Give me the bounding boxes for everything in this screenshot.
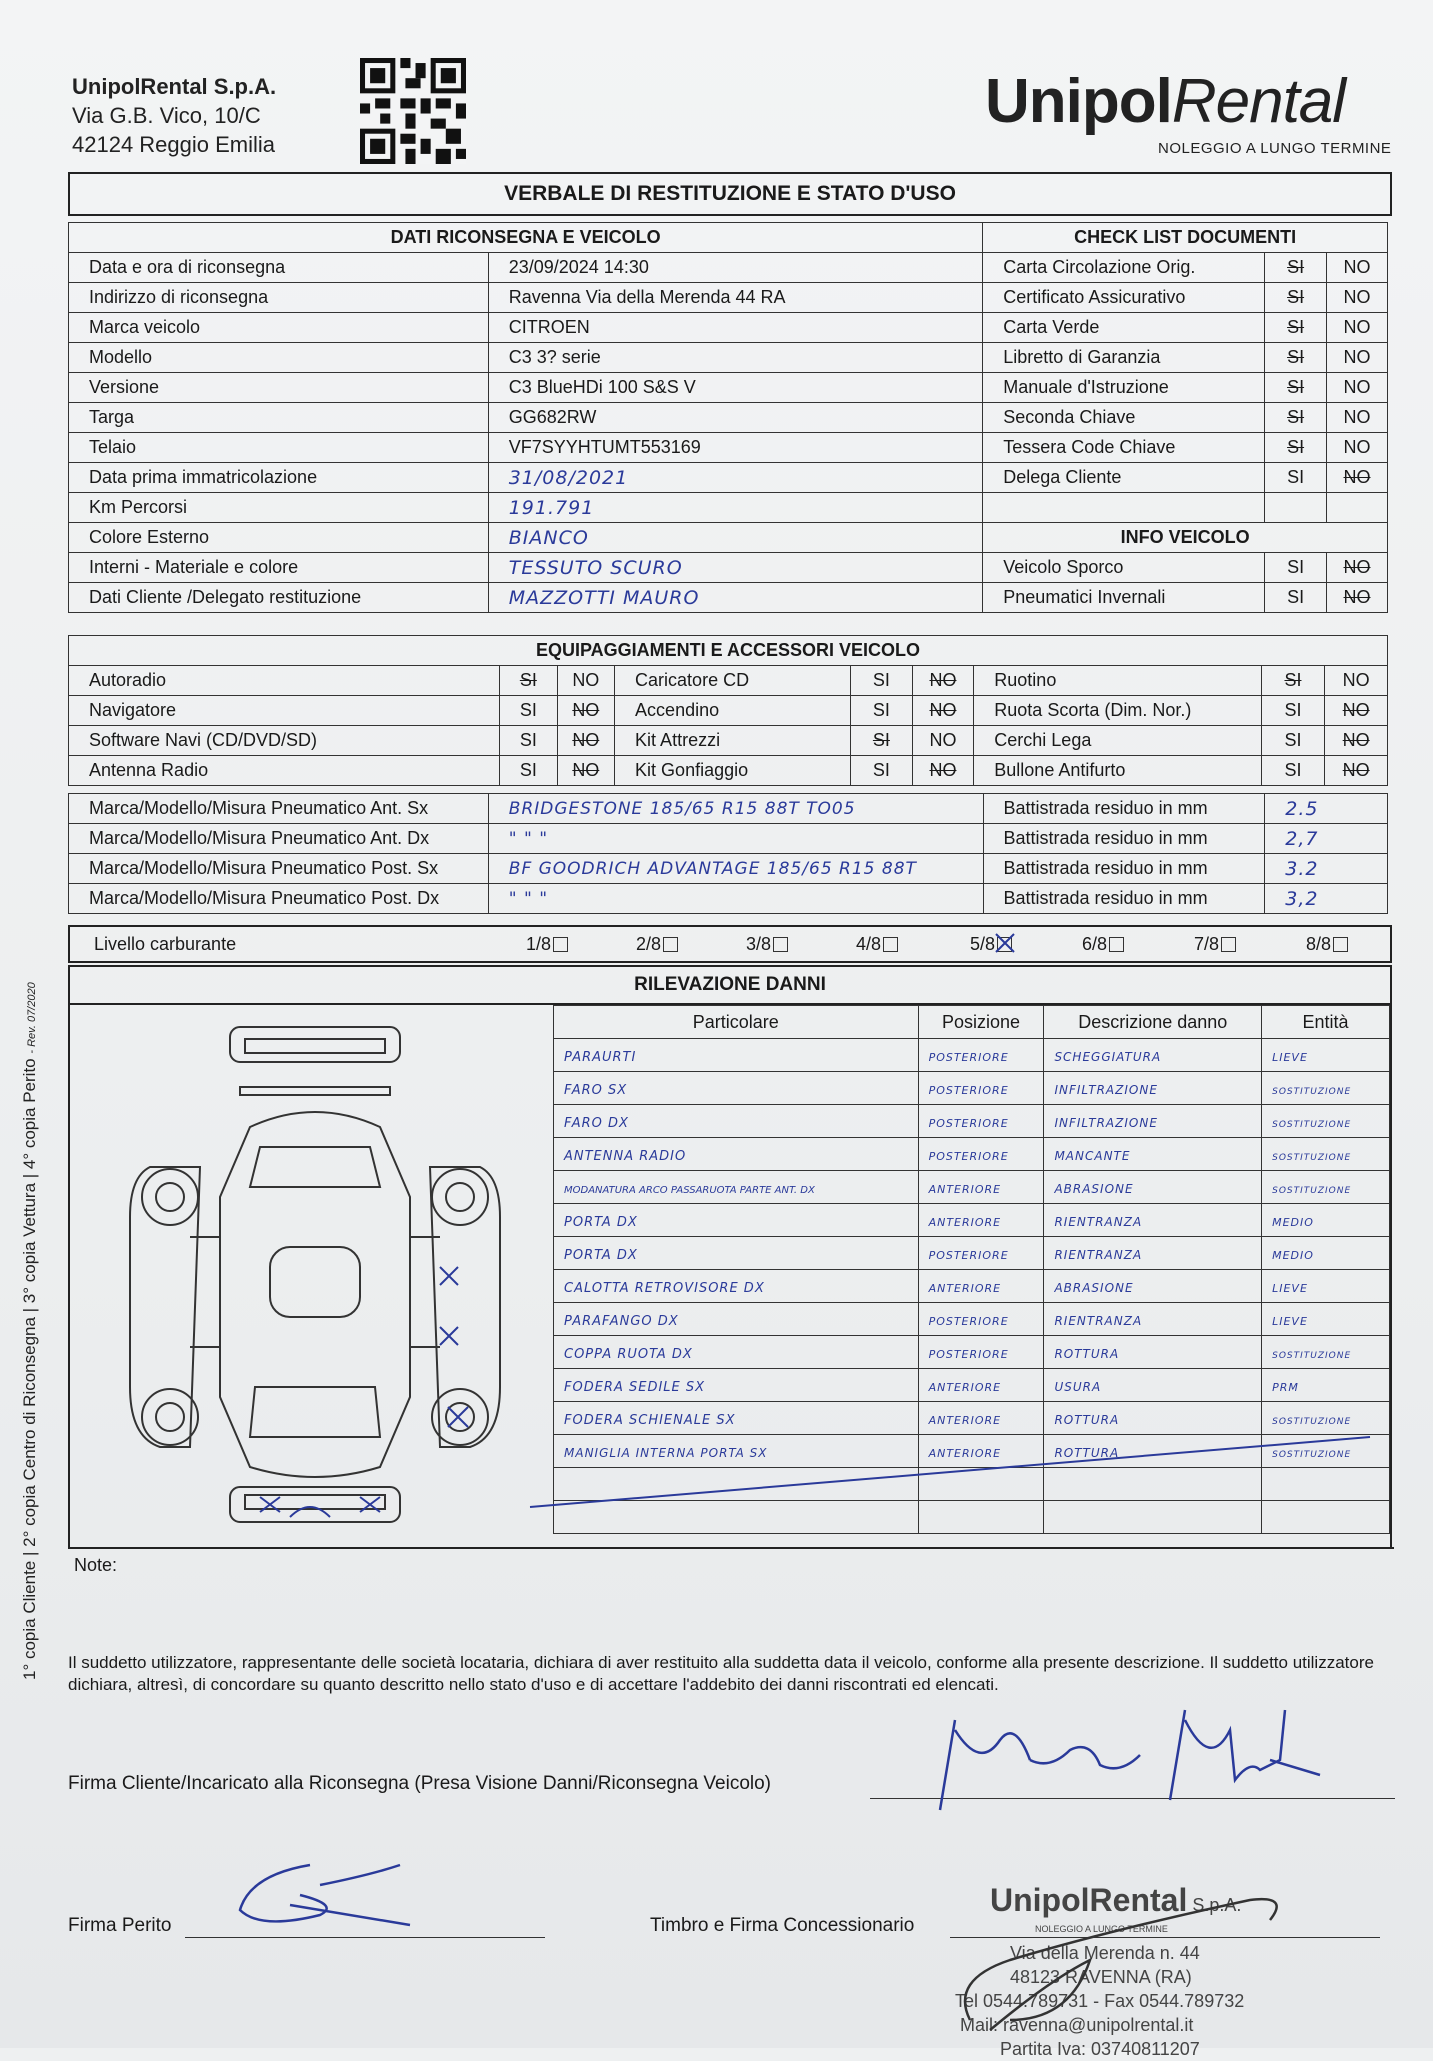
equip-label: Software Navi (CD/DVD/SD) bbox=[69, 726, 500, 756]
fuel-option: 1/8 bbox=[526, 934, 568, 955]
no-option: NO bbox=[1327, 343, 1388, 373]
dati-label: Km Percorsi bbox=[69, 493, 489, 523]
qr-code-icon bbox=[360, 58, 466, 164]
si-option: SI bbox=[500, 756, 557, 786]
tyre-value: BRIDGESTONE 185/65 R15 88T TO05 bbox=[488, 794, 983, 824]
firma-perito-label: Firma Perito bbox=[68, 1915, 172, 1936]
checklist-label: Certificato Assicurativo bbox=[983, 283, 1265, 313]
si-option: SI bbox=[500, 696, 557, 726]
dati-value: C3 3? serie bbox=[488, 343, 983, 373]
tyre-label: Marca/Modello/Misura Pneumatico Ant. Sx bbox=[69, 794, 489, 824]
table-row: CALOTTA RETROVISORE DX ANTERIORE ABRASIONE LIEVE bbox=[554, 1270, 1390, 1303]
dati-value: CITROEN bbox=[488, 313, 983, 343]
tyre-label: Marca/Modello/Misura Pneumatico Post. Sx bbox=[69, 854, 489, 884]
no-option: NO bbox=[1325, 666, 1388, 696]
firma-cliente-label: Firma Cliente/Incaricato alla Riconsegna (Presa Visione Danni/Riconsegna Veicolo) bbox=[68, 1773, 772, 1794]
fuel-option: 6/8 bbox=[1082, 934, 1124, 955]
rilevazione-danni-section bbox=[68, 965, 1392, 1575]
dati-label: Targa bbox=[69, 403, 489, 433]
dati-label: Modello bbox=[69, 343, 489, 373]
si-option: SI bbox=[851, 666, 913, 696]
dati-label: Telaio bbox=[69, 433, 489, 463]
firma-perito-line bbox=[185, 1937, 545, 1938]
col-header: Entità bbox=[1262, 1006, 1390, 1039]
info-label: Veicolo Sporco bbox=[983, 553, 1265, 583]
tyre-value: BF GOODRICH ADVANTAGE 185/65 R15 88T bbox=[488, 854, 983, 884]
checklist-header: CHECK LIST DOCUMENTI bbox=[983, 223, 1388, 253]
equip-label: Ruotino bbox=[974, 666, 1261, 696]
no-crossed: NO bbox=[1327, 553, 1388, 583]
dati-label: Marca veicolo bbox=[69, 313, 489, 343]
equip-label: Kit Gonfiaggio bbox=[615, 756, 851, 786]
si-crossed: SI bbox=[851, 726, 913, 756]
table-row: MODANATURA ARCO PASSARUOTA PARTE ANT. DX ANTERIORE ABRASIONE SOSTITUZIONE bbox=[554, 1171, 1390, 1204]
dati-value-handwritten: BIANCO bbox=[488, 523, 983, 553]
logo-subtitle: NOLEGGIO A LUNGO TERMINE bbox=[1158, 140, 1392, 157]
col-header: Posizione bbox=[918, 1006, 1044, 1039]
dati-value: Ravenna Via della Merenda 44 RA bbox=[488, 283, 983, 313]
table-row: PORTA DX POSTERIORE RIENTRANZA MEDIO bbox=[554, 1237, 1390, 1270]
table-row: FODERA SCHIENALE SX ANTERIORE ROTTURA SOSTITUZIONE bbox=[554, 1402, 1390, 1435]
info-label: Pneumatici Invernali bbox=[983, 583, 1265, 613]
equip-label: Kit Attrezzi bbox=[615, 726, 851, 756]
si-crossed: SI bbox=[500, 666, 557, 696]
dati-checklist-table bbox=[68, 222, 1388, 613]
fuel-option-checked: 5/8 bbox=[970, 934, 1012, 955]
si-crossed: SI bbox=[1265, 433, 1327, 463]
perito-signature bbox=[230, 1855, 420, 1935]
checklist-label: Tessera Code Chiave bbox=[983, 433, 1265, 463]
no-crossed: NO bbox=[1327, 583, 1388, 613]
equip-label: Autoradio bbox=[69, 666, 500, 696]
car-diagram-icon bbox=[110, 1017, 540, 1537]
equip-label: Antenna Radio bbox=[69, 756, 500, 786]
fuel-option: 8/8 bbox=[1306, 934, 1348, 955]
si-crossed: SI bbox=[1265, 283, 1327, 313]
no-crossed: NO bbox=[1325, 726, 1388, 756]
no-option: NO bbox=[1327, 283, 1388, 313]
dati-header: DATI RICONSEGNA E VEICOLO bbox=[69, 223, 983, 253]
dati-value: 23/09/2024 14:30 bbox=[488, 253, 983, 283]
dealer-stamp: UnipolRental S.p.A. NOLEGGIO A LUNGO TERMINE Via della Merenda n. 44 48123 RAVENNA (RA) Tel 0544.789731 - Fax 0544.789732 Mail: ravenna@unipolrental.it Partita Iva: 03740811207 bbox=[955, 1882, 1245, 2059]
no-option: NO bbox=[912, 726, 974, 756]
no-crossed: NO bbox=[557, 696, 614, 726]
checklist-label: Carta Verde bbox=[983, 313, 1265, 343]
si-option: SI bbox=[851, 696, 913, 726]
dati-value: C3 BlueHDi 100 S&S V bbox=[488, 373, 983, 403]
equip-header: EQUIPAGGIAMENTI E ACCESSORI VEICOLO bbox=[69, 636, 1388, 666]
pneumatici-table bbox=[68, 793, 1388, 914]
no-option: NO bbox=[1327, 403, 1388, 433]
table-row: PARAFANGO DX POSTERIORE RIENTRANZA LIEVE bbox=[554, 1303, 1390, 1336]
tread-label: Battistrada residuo in mm bbox=[983, 824, 1265, 854]
tyre-value: " " " bbox=[488, 884, 983, 914]
no-option: NO bbox=[1327, 433, 1388, 463]
si-option: SI bbox=[1265, 553, 1327, 583]
declaration-text: Il suddetto utilizzatore, rappresentante delle società locataria, dichiara di aver restituito alla suddetta data il veicolo, conforme alla presente descrizione. Il suddetto utilizzatore dichiara, altresì, di concordare su quanto descritto nello stato d'uso e di accettare l'addebito dei danni riscontrati ed elencati. bbox=[68, 1653, 1374, 1694]
dati-value-handwritten: MAZZOTTI MAURO bbox=[488, 583, 983, 613]
dati-label: Indirizzo di riconsegna bbox=[69, 283, 489, 313]
si-crossed: SI bbox=[1265, 373, 1327, 403]
fuel-option: 2/8 bbox=[636, 934, 678, 955]
table-row: PORTA DX ANTERIORE RIENTRANZA MEDIO bbox=[554, 1204, 1390, 1237]
no-crossed: NO bbox=[1327, 463, 1388, 493]
checklist-label: Carta Circolazione Orig. bbox=[983, 253, 1265, 283]
check-mark-icon bbox=[994, 932, 1016, 954]
si-option: SI bbox=[1261, 726, 1325, 756]
equip-label: Accendino bbox=[615, 696, 851, 726]
tyre-value: " " " bbox=[488, 824, 983, 854]
si-crossed: SI bbox=[1261, 666, 1325, 696]
fuel-option: 4/8 bbox=[856, 934, 898, 955]
checklist-label: Delega Cliente bbox=[983, 463, 1265, 493]
equipaggiamenti-table bbox=[68, 635, 1388, 786]
si-crossed: SI bbox=[1265, 253, 1327, 283]
equip-label: Cerchi Lega bbox=[974, 726, 1261, 756]
dati-label: Versione bbox=[69, 373, 489, 403]
danni-header: RILEVAZIONE DANNI bbox=[70, 967, 1390, 1005]
company-address: UnipolRental S.p.A. Via G.B. Vico, 10/C 42124 Reggio Emilia bbox=[72, 74, 277, 157]
document-title: VERBALE DI RESTITUZIONE E STATO D'USO bbox=[68, 172, 1392, 216]
no-option: NO bbox=[1327, 313, 1388, 343]
copies-sidebar-text: 1° copia Cliente | 2° copia Centro di Riconsegna | 3° copia Vettura | 4° copia Perito - Rev. 07/2020 bbox=[20, 982, 39, 1680]
checklist-label: Libretto di Garanzia bbox=[983, 343, 1265, 373]
fuel-option: 7/8 bbox=[1194, 934, 1236, 955]
no-crossed: NO bbox=[912, 666, 974, 696]
no-option: NO bbox=[1327, 253, 1388, 283]
no-crossed: NO bbox=[912, 756, 974, 786]
table-row: MANIGLIA INTERNA PORTA SX ANTERIORE ROTTURA SOSTITUZIONE bbox=[554, 1435, 1390, 1468]
checklist-label: Manuale d'Istruzione bbox=[983, 373, 1265, 403]
col-header: Descrizione danno bbox=[1044, 1006, 1262, 1039]
tyre-label: Marca/Modello/Misura Pneumatico Ant. Dx bbox=[69, 824, 489, 854]
dati-label: Data e ora di riconsegna bbox=[69, 253, 489, 283]
no-crossed: NO bbox=[557, 756, 614, 786]
table-row: FARO SX POSTERIORE INFILTRAZIONE SOSTITUZIONE bbox=[554, 1072, 1390, 1105]
equip-label: Ruota Scorta (Dim. Nor.) bbox=[974, 696, 1261, 726]
note-field: Note: bbox=[70, 1547, 1394, 1641]
si-crossed: SI bbox=[1265, 313, 1327, 343]
table-row: FARO DX POSTERIORE INFILTRAZIONE SOSTITUZIONE bbox=[554, 1105, 1390, 1138]
equip-label: Caricatore CD bbox=[615, 666, 851, 696]
no-crossed: NO bbox=[557, 726, 614, 756]
stamp-signature-icon bbox=[950, 1880, 1300, 2040]
dati-value-handwritten: 191.791 bbox=[488, 493, 983, 523]
dati-value: GG682RW bbox=[488, 403, 983, 433]
si-option: SI bbox=[500, 726, 557, 756]
tread-value: 3.2 bbox=[1265, 854, 1388, 884]
fuel-option: 3/8 bbox=[746, 934, 788, 955]
dati-value: VF7SYYHTUMT553169 bbox=[488, 433, 983, 463]
si-option: SI bbox=[1265, 463, 1327, 493]
tread-value: 3,2 bbox=[1265, 884, 1388, 914]
si-crossed: SI bbox=[1265, 343, 1327, 373]
si-crossed: SI bbox=[1265, 403, 1327, 433]
dati-label: Colore Esterno bbox=[69, 523, 489, 553]
no-crossed: NO bbox=[1325, 756, 1388, 786]
tread-label: Battistrada residuo in mm bbox=[983, 794, 1265, 824]
strike-line-icon bbox=[520, 1417, 1380, 1517]
tyre-label: Marca/Modello/Misura Pneumatico Post. Dx bbox=[69, 884, 489, 914]
tread-value: 2,7 bbox=[1265, 824, 1388, 854]
dati-value-handwritten: 31/08/2021 bbox=[488, 463, 983, 493]
dati-label: Data prima immatricolazione bbox=[69, 463, 489, 493]
cliente-signature bbox=[920, 1700, 1340, 1820]
dati-value-handwritten: TESSUTO SCURO bbox=[488, 553, 983, 583]
si-option: SI bbox=[851, 756, 913, 786]
table-row: ANTENNA RADIO POSTERIORE MANCANTE SOSTITUZIONE bbox=[554, 1138, 1390, 1171]
no-crossed: NO bbox=[1325, 696, 1388, 726]
si-option: SI bbox=[1265, 583, 1327, 613]
tread-label: Battistrada residuo in mm bbox=[983, 854, 1265, 884]
dati-label: Dati Cliente /Delegato restituzione bbox=[69, 583, 489, 613]
equip-label: Navigatore bbox=[69, 696, 500, 726]
no-option: NO bbox=[557, 666, 614, 696]
tread-value: 2.5 bbox=[1265, 794, 1388, 824]
fuel-level-row bbox=[68, 925, 1392, 963]
timbro-concessionario-label: Timbro e Firma Concessionario bbox=[650, 1915, 915, 1936]
si-option: SI bbox=[1261, 696, 1325, 726]
info-veicolo-header: INFO VEICOLO bbox=[983, 523, 1388, 553]
table-row: FODERA SEDILE SX ANTERIORE USURA PRM bbox=[554, 1369, 1390, 1402]
no-crossed: NO bbox=[912, 696, 974, 726]
tread-label: Battistrada residuo in mm bbox=[983, 884, 1265, 914]
checklist-label: Seconda Chiave bbox=[983, 403, 1265, 433]
no-option: NO bbox=[1327, 373, 1388, 403]
fuel-label: Livello carburante bbox=[94, 934, 237, 954]
dati-label: Interni - Materiale e colore bbox=[69, 553, 489, 583]
col-header: Particolare bbox=[554, 1006, 919, 1039]
table-row: PARAURTI POSTERIORE SCHEGGIATURA LIEVE bbox=[554, 1039, 1390, 1072]
unipolrental-logo: UnipolRental bbox=[985, 67, 1346, 136]
si-option: SI bbox=[1261, 756, 1325, 786]
table-row: COPPA RUOTA DX POSTERIORE ROTTURA SOSTITUZIONE bbox=[554, 1336, 1390, 1369]
equip-label: Bullone Antifurto bbox=[974, 756, 1261, 786]
